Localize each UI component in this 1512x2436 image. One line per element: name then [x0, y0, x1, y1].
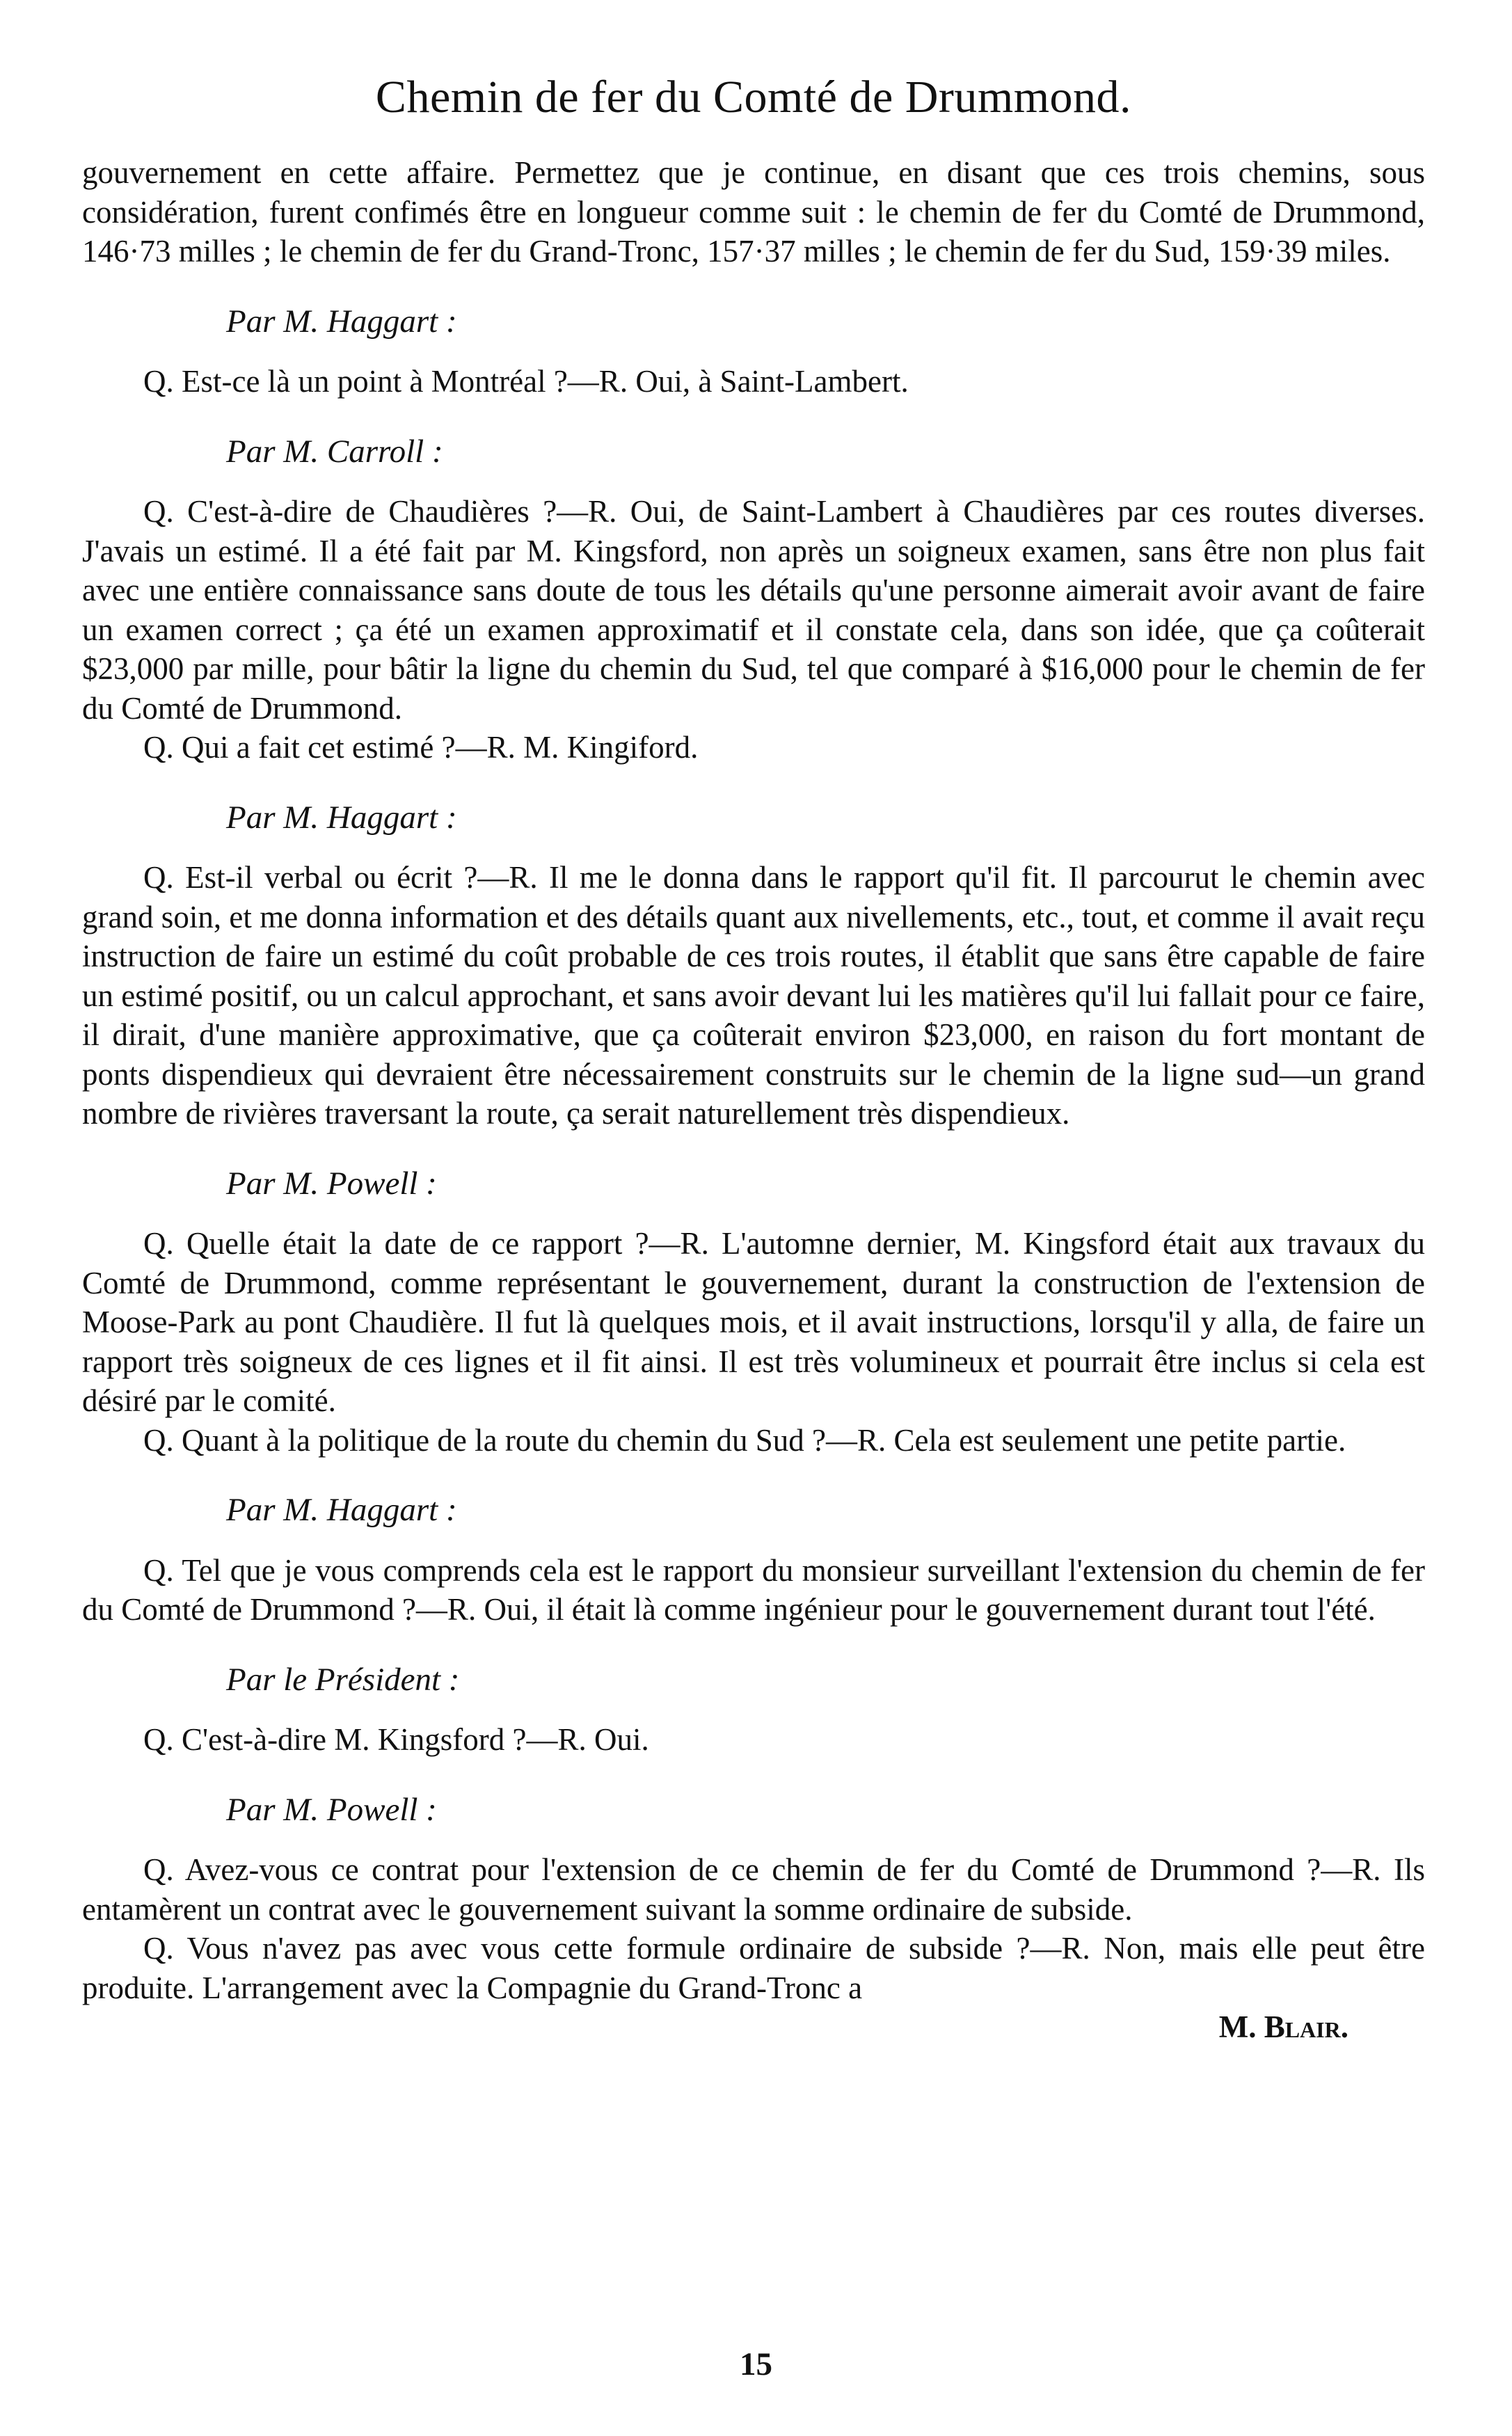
question-paragraph: Q. Est-il verbal ou écrit ?—R. Il me le donna dans le rapport qu'il fit. Il parcourut le chemin avec grand soin, et me donna information et des détails quant aux nivellements, etc., tout, et comme il avait reçu instruction de faire un estimé du coût probable de ces trois routes, il établit que sans être capable de faire un estimé positif, ou un calcul approchant, et sans avoir devant lui les matières qu'il lui fallait pour ce faire, il dirait, d'une manière approximative, que ça coûterait environ $23,000, en raison du fort montant de ponts dispendieux qui devraient être nécessairement construits sur le chemin de la ligne sud—un grand nombre de rivières traversant la route, ça serait naturellement très dispendieux. — [82, 860, 1426, 1131]
speaker-heading: Par M. Powell : — [226, 1165, 437, 1202]
question-paragraph: Q. Tel que je vous comprends cela est le rapport du monsieur surveillant l'extension du chemin de fer du Comté de Drummond ?—R. Oui, il était là comme ingénieur pour le gouvernement durant tout l'été. — [82, 1552, 1425, 1627]
page-number: 15 — [740, 2346, 772, 2382]
question-paragraph: Q. C'est-à-dire M. Kingsford ?—R. Oui. — [143, 1722, 649, 1757]
question-paragraph: Q. C'est-à-dire de Chaudières ?—R. Oui, de Saint-Lambert à Chaudières par ces routes diverses. J'avais un estimé. Il a été fait par M. Kingsford, non après un soigneux examen, sans être non plus fait avec une entière connaissance sans doute de tous les détails qu'une personne aimerait avoir avant de faire un examen correct ; ça été un examen approximatif et il constate cela, dans son idée, que ça coûterait $23,000 par mille, pour bâtir la ligne du chemin du Sud, tel que comparé à $16,000 pour le chemin de fer du Comté de Drummond. — [82, 494, 1425, 726]
speaker-heading: Par M. Haggart : — [226, 303, 457, 340]
question-paragraph: Q. Qui a fait cet estimé ?—R. M. Kingiford. — [143, 730, 699, 765]
question-paragraph: Q. Est-ce là un point à Montréal ?—R. Oui, à Saint-Lambert. — [143, 364, 909, 399]
page-title: Chemin de fer du Comté de Drummond. — [375, 72, 1132, 122]
question-paragraph: Q. Vous n'avez pas avec vous cette formule ordinaire de subside ?—R. Non, mais elle peut être produite. L'arrangement avec la Compagnie du Grand-Tronc a — [82, 1931, 1425, 2005]
speaker-heading: Par M. Haggart : — [226, 1492, 457, 1528]
question-paragraph: Q. Quelle était la date de ce rapport ?—R. L'automne dernier, M. Kingsford était aux travaux du Comté de Drummond, comme représentant le gouvernement, durant la construction de l'extension de Moose-Park au pont Chaudière. Il fut là quelques mois, et il avait instructions, lorsqu'il y alla, de faire un rapport très soigneux de ces lignes et il fit ainsi. Il est très volumineux et pourrait être inclus si cela est désiré par le comité. — [82, 1226, 1425, 1418]
speaker-signature: M. Blair. — [1218, 2009, 1348, 2044]
speaker-heading: Par M. Haggart : — [226, 799, 457, 836]
speaker-heading: Par le Président : — [226, 1661, 460, 1698]
speaker-heading: Par M. Carroll : — [226, 433, 443, 470]
question-paragraph: Q. Quant à la politique de la route du chemin du Sud ?—R. Cela est seulement une petite partie. — [143, 1422, 1346, 1458]
question-paragraph: Q. Avez-vous ce contrat pour l'extension de ce chemin de fer du Comté de Drummond ?—R. Ils entamèrent un contrat avec le gouvernement suivant la somme ordinaire de subside. — [82, 1852, 1425, 1927]
speaker-heading: Par M. Powell : — [226, 1791, 437, 1828]
paragraph-0: gouvernement en cette affaire. Permettez que je continue, en disant que ces trois chemins, sous considération, furent confimés être en longueur comme suit : le chemin de fer du Comté de Drummond, 146·73 milles ; le chemin de fer du Grand-Tronc, 157·37 milles ; le chemin de fer du Sud, 159·39 miles. — [82, 155, 1425, 269]
